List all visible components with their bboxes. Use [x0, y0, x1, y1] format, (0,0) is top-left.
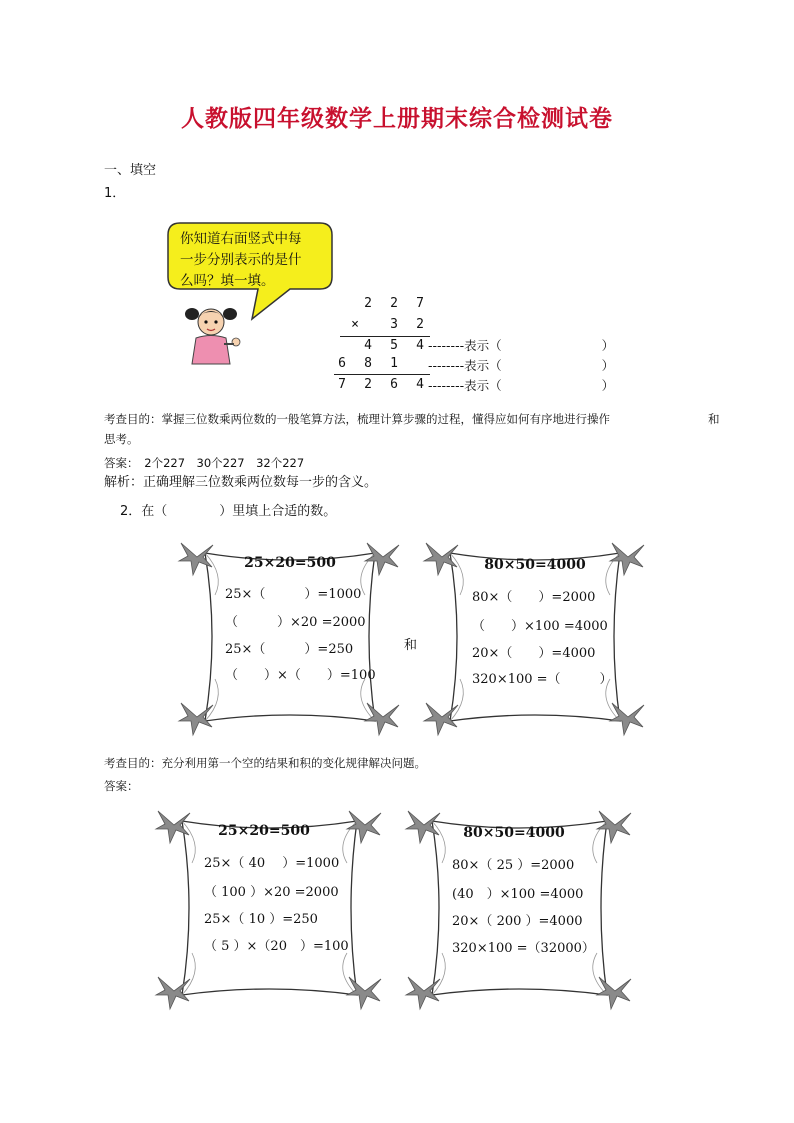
answer-frame-2-title: 80×50=4000: [463, 825, 565, 841]
calc-digit: 2: [416, 317, 424, 332]
q1-purpose-end: 思考。: [104, 432, 139, 446]
bird-icon: [179, 703, 213, 735]
bird-icon: [597, 977, 631, 1009]
answer-frame-1: [152, 803, 387, 1013]
frame-2-title: 80×50=4000: [484, 557, 586, 573]
multiply-sign: ×: [351, 317, 359, 332]
frame-2-line: 20×（ ）=4000: [472, 646, 596, 661]
q1-purpose-and: 和: [708, 412, 720, 426]
calc-digit: 5: [390, 338, 398, 353]
q1-answer: 答案： 2个227 30个227 32个227: [104, 456, 305, 470]
frame-1-line: 25×（ ）=1000: [225, 587, 362, 602]
calc-digit: 2: [364, 377, 372, 392]
answer-frame-2: [402, 803, 637, 1013]
calc-digit: 4: [364, 338, 372, 353]
answer-frame-2-line: (40 ）×100 =4000: [452, 887, 584, 902]
bird-icon: [347, 977, 381, 1009]
bird-icon: [424, 703, 458, 735]
calc-line: [334, 374, 430, 375]
q2-answer-label: 答案：: [104, 779, 139, 793]
calc-digit: 7: [338, 377, 346, 392]
calc-digit: 7: [416, 296, 424, 311]
calc-digit: 4: [416, 377, 424, 392]
frame-1-line: （ ）×20 =2000: [225, 615, 366, 630]
answer-frame-1-line: （ 100 ）×20 =2000: [204, 885, 339, 900]
frame-1-line: 25×（ ）=250: [225, 642, 354, 657]
calc-digit: 2: [390, 296, 398, 311]
page-title: 人教版四年级数学上册期末综合检测试卷: [181, 105, 613, 132]
calc-line: [340, 336, 430, 337]
connector-and: 和: [404, 638, 418, 653]
answer-frame-1-line: 25×（ 10 ）=250: [204, 912, 318, 927]
calc-note-1: --------表示（ ）: [428, 338, 615, 353]
calc-digit: 3: [390, 317, 398, 332]
bird-icon: [365, 703, 399, 735]
answer-frame-2-line: 20×（ 200 ）=4000: [452, 914, 583, 929]
calc-digit: 1: [390, 356, 398, 371]
calc-digit: 6: [390, 377, 398, 392]
answer-frame-1-title: 25×20=500: [218, 823, 310, 839]
q1-purpose: 考查目的：掌握三位数乘两位数的一般笔算方法，梳理计算步骤的过程，懂得应如何有序地进行操作: [104, 412, 610, 426]
question-1-number: 1．: [104, 186, 126, 201]
calc-digit: 2: [364, 296, 372, 311]
q1-analysis: 解析：正确理解三位数乘两位数每一步的含义。: [104, 475, 378, 490]
girl-illustration: [180, 300, 260, 372]
answer-frame-2-line: 320×100 =（32000）: [452, 941, 595, 956]
calc-note-3: --------表示（ ）: [428, 378, 615, 393]
bird-icon: [156, 977, 190, 1009]
scroll-frame-1: [175, 535, 405, 740]
calc-digit: 8: [364, 356, 372, 371]
calc-note-2: --------表示（ ）: [428, 358, 615, 373]
question-2-prompt: 2．在（ ）里填上合适的数。: [120, 504, 337, 519]
calc-digit: 6: [338, 356, 346, 371]
frame-2-line: 320×100 =（ ）: [472, 672, 613, 687]
answer-frame-1-line: 25×（ 40 ）=1000: [204, 856, 340, 871]
bird-icon: [610, 703, 644, 735]
frame-2-line: （ ）×100 =4000: [472, 619, 608, 634]
answer-frame-2-line: 80×（ 25 ）=2000: [452, 858, 575, 873]
frame-2-line: 80×（ ）=2000: [472, 590, 596, 605]
calc-digit: 4: [416, 338, 424, 353]
scroll-frame-2: [420, 535, 650, 740]
bubble-text: 你知道右面竖式中每 一步分别表示的是什 么吗？填一填。: [180, 231, 302, 289]
answer-frame-1-line: （ 5 ）×（20 ）=100: [204, 939, 349, 954]
q2-purpose: 考查目的：充分利用第一个空的结果和积的变化规律解决问题。: [104, 756, 426, 770]
frame-1-line: （ ）×（ ）=100: [225, 668, 376, 683]
bird-icon: [406, 977, 440, 1009]
frame-1-title: 25×20=500: [244, 555, 336, 571]
section-heading: 一、填空: [104, 163, 157, 178]
